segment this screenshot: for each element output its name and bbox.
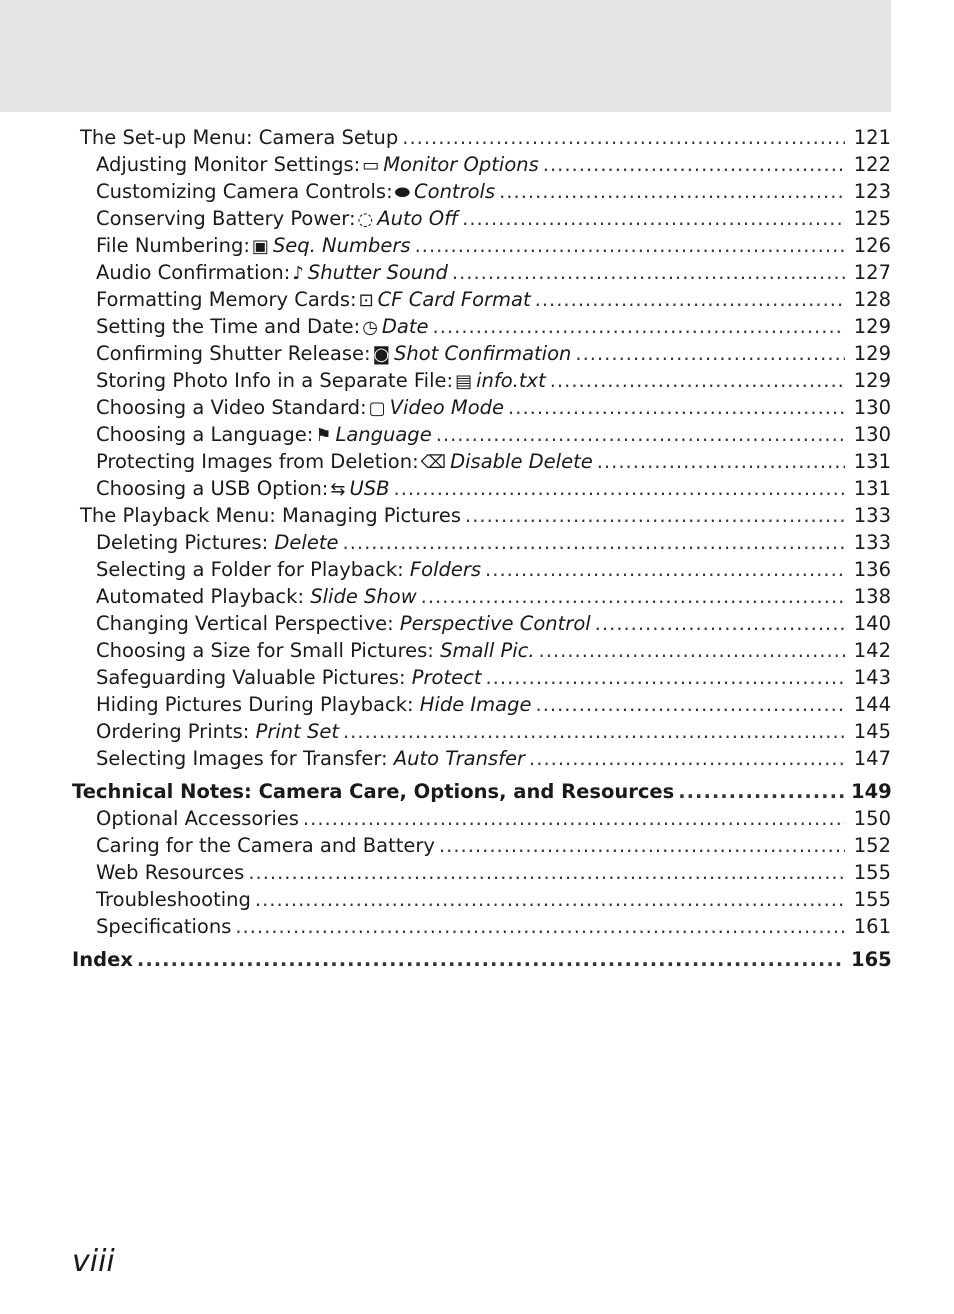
toc-entry-label: Audio Confirmation: [96, 261, 291, 284]
dot-leader [595, 610, 845, 637]
toc-entry-label: Automated Playback: [96, 585, 305, 608]
toc-entry-label: Caring for the Camera and Battery [96, 834, 435, 857]
dot-leader [394, 475, 846, 502]
toc-entry[interactable] [80, 124, 891, 151]
toc-entry-label: Specifications [96, 915, 232, 938]
toc-entry-label: Web Resources [96, 861, 245, 884]
toc-entry-menu-option: Date [381, 315, 429, 338]
toc-entry[interactable] [96, 583, 891, 610]
info-file-icon: ▤ [455, 371, 473, 392]
clock-icon: ◷ [362, 317, 378, 338]
dot-leader [235, 913, 845, 940]
toc-entry[interactable] [96, 637, 891, 664]
func-icon: ⬬ [394, 182, 411, 203]
toc-entry[interactable] [72, 946, 891, 973]
toc-entry-menu-option: Video Mode [389, 396, 505, 419]
dot-leader [575, 340, 845, 367]
toc-entry-label: Conserving Battery Power: [96, 207, 356, 230]
toc-entry-menu-option: Disable Delete [450, 450, 593, 473]
disable-delete-icon: ⌫ [420, 452, 447, 473]
toc-entry-label: Protecting Images from Deletion: [96, 450, 419, 473]
toc-entry[interactable] [96, 610, 891, 637]
monitor-icon: ▭ [362, 155, 380, 176]
toc-entry-menu-option: Protect [411, 666, 482, 689]
toc-entry-page: 147 [853, 747, 891, 770]
toc-entry[interactable] [96, 232, 891, 259]
toc-entry-menu-option: Auto Transfer [393, 747, 526, 770]
toc-entry[interactable] [96, 718, 891, 745]
speaker-icon: ♪ [292, 263, 304, 284]
toc-entry[interactable] [96, 529, 891, 556]
toc-entry-page: 129 [853, 315, 891, 338]
toc-entry-label: Hiding Pictures During Playback: [96, 693, 414, 716]
toc-entry[interactable] [96, 151, 891, 178]
toc-entry-label: Deleting Pictures: [96, 531, 269, 554]
toc-entry-page: 150 [853, 807, 891, 830]
toc-entry[interactable] [96, 259, 891, 286]
toc-entry-menu-option: Print Set [255, 720, 339, 743]
toc-entry-label: Selecting a Folder for Playback: [96, 558, 404, 581]
language-flag-icon: ⚑ [315, 425, 332, 446]
dot-leader [485, 664, 845, 691]
toc-entry[interactable] [96, 556, 891, 583]
toc-entry[interactable] [96, 859, 891, 886]
toc-entry-page: 129 [853, 342, 891, 365]
toc-entry[interactable] [96, 664, 891, 691]
toc-entry-menu-option: Auto Off [377, 207, 459, 230]
toc-entry-page: 126 [853, 234, 891, 257]
dot-leader [255, 886, 845, 913]
toc-entry-menu-option: Delete [274, 531, 339, 554]
toc-entry-page: 127 [853, 261, 891, 284]
toc-entry-label: Choosing a Size for Small Pictures: [96, 639, 434, 662]
toc-entry-label: Customizing Camera Controls: [96, 180, 393, 203]
usb-icon: ⇆ [330, 479, 346, 500]
toc-entry-menu-option: Monitor Options [383, 153, 539, 176]
dot-leader [543, 151, 845, 178]
dot-leader [485, 556, 845, 583]
toc-entry-label: Changing Vertical Perspective: [96, 612, 394, 635]
toc-entry-page: 133 [853, 504, 891, 527]
dot-leader [436, 421, 845, 448]
toc-entry[interactable] [96, 475, 891, 502]
dot-leader [536, 691, 846, 718]
toc-entry[interactable] [96, 205, 891, 232]
dot-leader [597, 448, 845, 475]
toc-entry[interactable] [80, 502, 891, 529]
dot-leader [137, 946, 845, 973]
dot-leader [439, 832, 845, 859]
toc-entry[interactable] [96, 178, 891, 205]
toc-entry[interactable] [96, 745, 891, 772]
toc-entry-page: 138 [853, 585, 891, 608]
toc-entry[interactable] [96, 913, 891, 940]
toc-entry-page: 122 [853, 153, 891, 176]
toc-entry-menu-option: Shot Confirmation [394, 342, 572, 365]
toc-entry[interactable] [96, 286, 891, 313]
dot-leader [248, 859, 845, 886]
card-format-icon: ⊡ [358, 290, 374, 311]
toc-entry-label: Safeguarding Valuable Pictures: [96, 666, 406, 689]
dot-leader [539, 637, 845, 664]
toc-entry[interactable] [96, 805, 891, 832]
toc-entry-page: 136 [853, 558, 891, 581]
toc-entry-menu-option: Small Pic. [440, 639, 535, 662]
toc-entry-menu-option: Language [335, 423, 432, 446]
seq-numbers-icon: ▣ [251, 236, 269, 257]
toc-entry-menu-option: USB [349, 477, 390, 500]
toc-entry-page: 131 [853, 450, 891, 473]
dot-leader [433, 313, 845, 340]
toc-entry[interactable] [96, 367, 891, 394]
dot-leader [499, 178, 845, 205]
toc-entry-label: Storing Photo Info in a Separate File: [96, 369, 454, 392]
camera-flash-icon: ◙ [372, 344, 391, 365]
toc-entry-label: Optional Accessories [96, 807, 299, 830]
toc-entry-label: Setting the Time and Date: [96, 315, 361, 338]
toc-entry-page: 140 [853, 612, 891, 635]
dot-leader [508, 394, 845, 421]
dot-leader [452, 259, 845, 286]
toc-entry-page: 165 [851, 948, 892, 971]
toc-entry-label: Troubleshooting [96, 888, 251, 911]
toc-entry-menu-option: Folders [409, 558, 482, 581]
toc-entry-menu-option: Shutter Sound [307, 261, 448, 284]
toc-entry[interactable] [96, 448, 891, 475]
auto-off-icon: ◌ [357, 209, 374, 230]
toc-entry[interactable] [96, 886, 891, 913]
toc-entry[interactable] [96, 421, 891, 448]
dot-leader [415, 232, 845, 259]
toc-entry-menu-option: Perspective Control [399, 612, 591, 635]
toc-entry-label: Index [72, 948, 133, 971]
toc-entry-page: 149 [851, 780, 892, 803]
toc-entry-page: 129 [853, 369, 891, 392]
toc-entry-page: 155 [853, 888, 891, 911]
dot-leader [465, 502, 845, 529]
dot-leader [678, 778, 845, 805]
toc-entry-page: 152 [853, 834, 891, 857]
dot-leader [421, 583, 845, 610]
toc-entry-page: 130 [853, 423, 891, 446]
toc-entry-label: The Playback Menu: Managing Pictures [80, 504, 462, 527]
toc-entry-label: Technical Notes: Camera Care, Options, and Resources [72, 780, 675, 803]
toc-entry-menu-option: CF Card Format [377, 288, 531, 311]
dot-leader [343, 718, 845, 745]
toc-entry-menu-option: Hide Image [419, 693, 532, 716]
toc-entry-label: Selecting Images for Transfer: [96, 747, 388, 770]
dot-leader [402, 124, 845, 151]
toc-entry-label: Confirming Shutter Release: [96, 342, 371, 365]
toc-entry-page: 144 [853, 693, 891, 716]
toc-entry-menu-option: Seq. Numbers [272, 234, 411, 257]
dot-leader [529, 745, 845, 772]
toc-entry-page: 143 [853, 666, 891, 689]
toc-entry-menu-option: Slide Show [310, 585, 417, 608]
toc-entry-page: 130 [853, 396, 891, 419]
toc-entry-page: 131 [853, 477, 891, 500]
toc-entry-menu-option: info.txt [476, 369, 546, 392]
toc-entry-page: 125 [853, 207, 891, 230]
header-band [0, 0, 891, 112]
toc-entry-page: 123 [853, 180, 891, 203]
toc-entry-page: 155 [853, 861, 891, 884]
dot-leader [462, 205, 845, 232]
dot-leader [303, 805, 845, 832]
dot-leader [535, 286, 845, 313]
page-number: viii [72, 1244, 115, 1279]
toc-entry-page: 142 [853, 639, 891, 662]
toc-entry-menu-option: Controls [414, 180, 496, 203]
dot-leader [343, 529, 846, 556]
toc-entry-label: The Set-up Menu: Camera Setup [80, 126, 399, 149]
toc-entry-page: 145 [853, 720, 891, 743]
toc-entry[interactable] [72, 778, 891, 805]
toc-entry[interactable] [96, 313, 891, 340]
toc-entry-label: Choosing a Video Standard: [96, 396, 367, 419]
toc-entry-label: Ordering Prints: [96, 720, 250, 743]
toc-entry-page: 121 [853, 126, 891, 149]
toc-entry-label: Adjusting Monitor Settings: [96, 153, 361, 176]
video-icon: ▢ [368, 398, 386, 419]
toc-entry-label: File Numbering: [96, 234, 250, 257]
toc-entry[interactable] [96, 340, 891, 367]
toc-entry-page: 133 [853, 531, 891, 554]
toc-entry-page: 128 [853, 288, 891, 311]
toc-entry-page: 161 [853, 915, 891, 938]
toc-entry-label: Choosing a USB Option: [96, 477, 329, 500]
toc-entry[interactable] [96, 691, 891, 718]
toc-entry-label: Formatting Memory Cards: [96, 288, 357, 311]
toc-entry[interactable] [96, 394, 891, 421]
dot-leader [550, 367, 845, 394]
toc-entry-label: Choosing a Language: [96, 423, 314, 446]
toc-entry[interactable] [96, 832, 891, 859]
